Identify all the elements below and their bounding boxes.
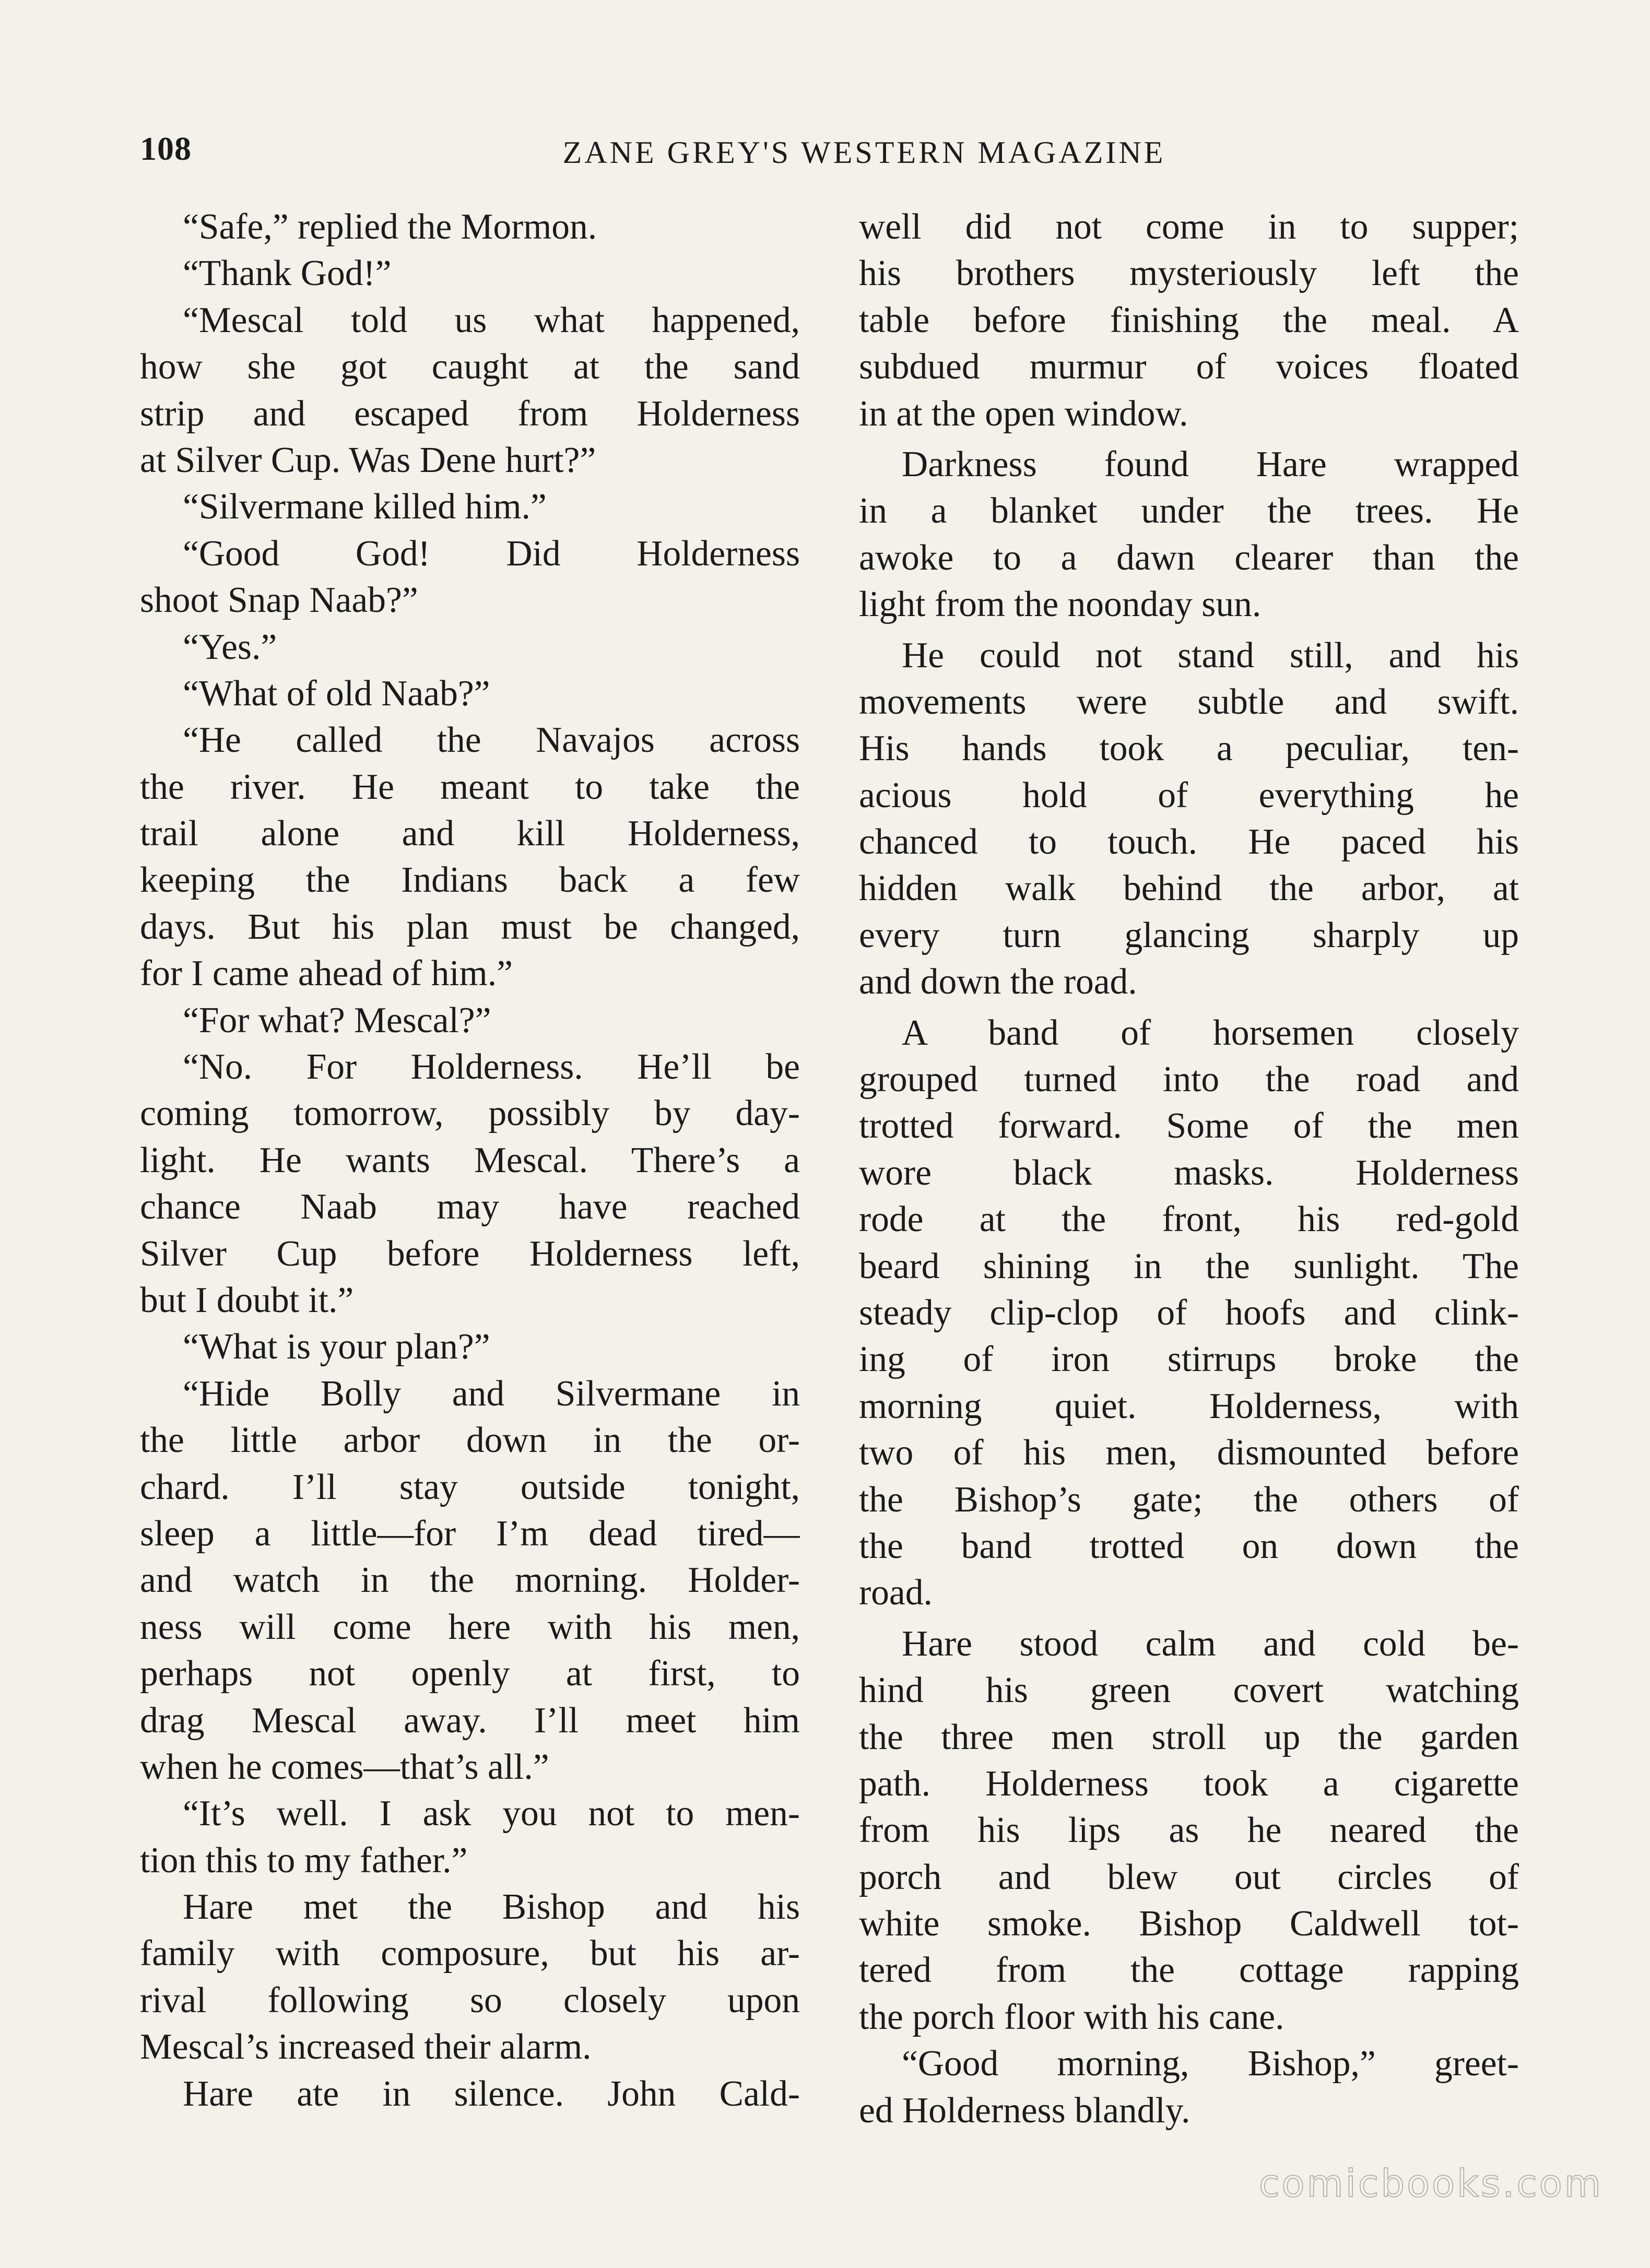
text-line: and down the road. bbox=[859, 962, 1137, 1002]
text-line: trail alone and kill Holderness, bbox=[140, 813, 800, 854]
text-line: Hare ate in silence. John Cald- bbox=[183, 2073, 800, 2114]
text-line: keeping the Indians back a few bbox=[140, 860, 800, 901]
text-line: Darkness found Hare wrapped bbox=[902, 444, 1519, 485]
text-line: sleep a little—for I’m dead tired— bbox=[140, 1513, 800, 1554]
text-line: coming tomorrow, possibly by day- bbox=[140, 1093, 800, 1134]
text-line: “Silvermane killed him.” bbox=[183, 487, 547, 527]
text-line: “Thank God!” bbox=[183, 253, 392, 294]
text-line: wore black masks. Holderness bbox=[859, 1152, 1519, 1193]
text-line: perhaps not openly at first, to bbox=[140, 1653, 800, 1694]
text-line: “Hide Bolly and Silvermane in bbox=[183, 1373, 800, 1414]
text-line: “Safe,” replied the Mormon. bbox=[183, 207, 597, 247]
text-line: A band of horsemen closely bbox=[902, 1012, 1519, 1053]
text-line: shoot Snap Naab?” bbox=[140, 580, 418, 621]
right-text-column bbox=[859, 204, 1519, 2134]
text-line: the Bishop’s gate; the others of bbox=[859, 1479, 1519, 1520]
text-line: strip and escaped from Holderness bbox=[140, 393, 800, 434]
text-line: “It’s well. I ask you not to men- bbox=[183, 1793, 800, 1834]
text-line: the band trotted on down the bbox=[859, 1526, 1519, 1566]
text-line: “What is your plan?” bbox=[183, 1327, 490, 1367]
left-text-column bbox=[140, 204, 800, 2117]
text-line: rival following so closely upon bbox=[140, 1980, 800, 2021]
text-line: in a blanket under the trees. He bbox=[859, 491, 1519, 531]
text-line: when he comes—that’s all.” bbox=[140, 1746, 549, 1787]
text-line: chard. I’ll stay outside tonight, bbox=[140, 1467, 800, 1507]
text-line: white smoke. Bishop Caldwell tot- bbox=[859, 1904, 1519, 1944]
text-line: chance Naab may have reached bbox=[140, 1187, 800, 1227]
text-line: at Silver Cup. Was Dene hurt?” bbox=[140, 440, 596, 480]
page-number: 108 bbox=[140, 130, 192, 167]
text-line: ing of iron stirrups broke the bbox=[859, 1339, 1519, 1380]
text-line: “No. For Holderness. He’ll be bbox=[183, 1047, 800, 1088]
text-line: trotted forward. Some of the men bbox=[859, 1106, 1519, 1147]
text-line: “What of old Naab?” bbox=[183, 673, 490, 714]
text-line: beard shining in the sunlight. The bbox=[859, 1246, 1519, 1286]
text-line: awoke to a dawn clearer than the bbox=[859, 537, 1519, 578]
text-line: the porch floor with his cane. bbox=[859, 1997, 1284, 2037]
text-line: days. But his plan must be changed, bbox=[140, 906, 800, 947]
text-line: the three men stroll up the garden bbox=[859, 1717, 1519, 1757]
text-line: ness will come here with his men, bbox=[140, 1607, 800, 1647]
text-line: drag Mescal away. I’ll meet him bbox=[140, 1700, 800, 1741]
text-line: “Good morning, Bishop,” greet- bbox=[902, 2043, 1519, 2084]
text-line: every turn glancing sharply up bbox=[859, 915, 1519, 955]
text-line: His hands took a peculiar, ten- bbox=[859, 728, 1519, 769]
text-line: grouped turned into the road and bbox=[859, 1059, 1519, 1100]
text-line: “Good God! Did Holderness bbox=[183, 533, 800, 574]
text-line: the little arbor down in the or- bbox=[140, 1420, 800, 1461]
text-line: Silver Cup before Holderness left, bbox=[140, 1233, 800, 1274]
text-line: for I came ahead of him.” bbox=[140, 953, 513, 994]
text-line: from his lips as he neared the bbox=[859, 1810, 1519, 1851]
text-line: hind his green covert watching bbox=[859, 1670, 1519, 1711]
text-line: Hare met the Bishop and his bbox=[183, 1887, 800, 1928]
text-line: Mescal’s increased their alarm. bbox=[140, 2027, 592, 2068]
text-line: steady clip-clop of hoofs and clink- bbox=[859, 1292, 1519, 1333]
text-line: how she got caught at the sand bbox=[140, 347, 800, 387]
text-line: road. bbox=[859, 1573, 933, 1613]
text-line: light. He wants Mescal. There’s a bbox=[140, 1140, 800, 1180]
text-line: well did not come in to supper; bbox=[859, 207, 1519, 247]
text-line: porch and blew out circles of bbox=[859, 1857, 1519, 1897]
text-line: and watch in the morning. Holder- bbox=[140, 1560, 800, 1601]
text-line: tered from the cottage rapping bbox=[859, 1950, 1519, 1991]
text-line: two of his men, dismounted before bbox=[859, 1433, 1519, 1473]
text-line: subdued murmur of voices floated bbox=[859, 347, 1519, 387]
text-line: Hare stood calm and cold be- bbox=[902, 1623, 1519, 1664]
text-line: He could not stand still, and his bbox=[902, 635, 1519, 676]
text-line: acious hold of everything he bbox=[859, 775, 1519, 816]
text-line: in at the open window. bbox=[859, 393, 1188, 434]
text-line: morning quiet. Holderness, with bbox=[859, 1386, 1519, 1426]
text-line: “Mescal told us what happened, bbox=[183, 300, 800, 340]
text-line: but I doubt it.” bbox=[140, 1280, 354, 1320]
text-line: ed Holderness blandly. bbox=[859, 2090, 1191, 2131]
text-line: light from the noonday sun. bbox=[859, 584, 1262, 625]
text-line: his brothers mysteriously left the bbox=[859, 253, 1519, 294]
text-line: movements were subtle and swift. bbox=[859, 681, 1519, 722]
text-line: table before finishing the meal. A bbox=[859, 300, 1519, 340]
text-line: family with composure, but his ar- bbox=[140, 1933, 800, 1974]
text-line: path. Holderness took a cigarette bbox=[859, 1763, 1519, 1804]
text-line: “Yes.” bbox=[183, 627, 277, 667]
text-line: rode at the front, his red-gold bbox=[859, 1199, 1519, 1240]
text-line: “He called the Navajos across bbox=[183, 720, 800, 761]
text-line: the river. He meant to take the bbox=[140, 766, 800, 807]
text-line: chanced to touch. He paced his bbox=[859, 822, 1519, 863]
watermark: comicbooks.com bbox=[1258, 2161, 1603, 2205]
text-line: “For what? Mescal?” bbox=[183, 1000, 491, 1041]
text-line: hidden walk behind the arbor, at bbox=[859, 868, 1519, 909]
running-head: ZANE GREY'S WESTERN MAGAZINE bbox=[562, 135, 1166, 170]
text-line: tion this to my father.” bbox=[140, 1840, 468, 1881]
